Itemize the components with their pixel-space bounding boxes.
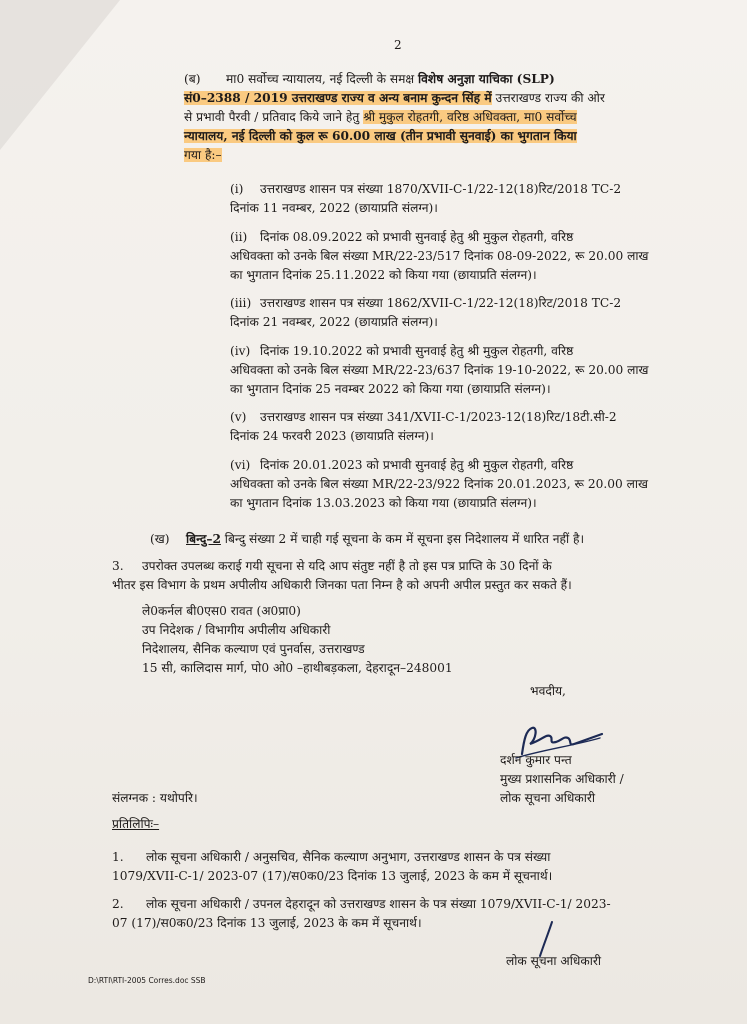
enclosure: संलग्नक : यथोपरि।: [112, 791, 198, 805]
para3-line2: भीतर इस विभाग के प्रथम अपीलीय अधिकारी जिनका पता निम्न है को अपनी अपील प्रस्तुत कर सकते हैं।: [112, 578, 572, 592]
signatory-title: मुख्य प्रशासनिक अधिकारी /: [500, 772, 624, 786]
item-label: (ii): [230, 230, 248, 244]
page-fold-shadow: [0, 0, 120, 150]
section-b-line3: [184, 108, 577, 128]
copy-line: 1079/XVII-C-1/ 2023-07 (17)/स0क0/23 दिनांक 13 जुलाई, 2023 के कम में सूचनार्थ।: [112, 869, 553, 883]
item-line: का भुगतान दिनांक 25 नवम्बर 2022 को किया गया (छायाप्रति संलग्न)।: [230, 382, 551, 396]
item-line: अधिवक्ता को उनके बिल संख्या MR/22-23/637 दिनांक 19-10-2022, रू 20.00 लाख: [230, 363, 649, 377]
address-line: ले0कर्नल बी0एस0 रावत (अ0प्रा0): [142, 604, 301, 618]
section-b-line1: [226, 70, 555, 90]
item-line: उत्तराखण्ड शासन पत्र संख्या 341/XVII-C-1/2023-12(18)रिट/18टी.सी-2: [260, 410, 617, 424]
section-kh-text: [186, 530, 584, 550]
section-kh-bold: बिन्दु–2: [186, 532, 221, 546]
section-b-line1-text: मा0 सर्वोच्च न्यायालय, नई दिल्ली के समक्ष: [226, 72, 418, 86]
para3-label: 3.: [112, 559, 124, 573]
item-line: उत्तराखण्ड शासन पत्र संख्या 1870/XVII-C-1/22-12(18)रिट/2018 TC-2: [260, 182, 622, 196]
item-label: (i): [230, 182, 244, 196]
section-b-line2-rest: उत्तराखण्ड राज्य की ओर: [491, 91, 605, 105]
signatory-name: दर्शन कुमार पन्त: [500, 753, 572, 767]
section-b-line5-highlight: गया है:–: [184, 148, 222, 162]
signatory-title: लोक सूचना अधिकारी: [500, 791, 596, 805]
final-signatory: लोक सूचना अधिकारी: [506, 954, 602, 968]
item-label: (vi): [230, 458, 251, 472]
section-b-line4: [184, 127, 577, 147]
item-line: दिनांक 20.01.2023 को प्रभावी सुनवाई हेतु श्री मुकुल रोहतगी, वरिष्ठ: [260, 458, 574, 472]
item-line: उत्तराखण्ड शासन पत्र संख्या 1862/XVII-C-1/22-12(18)रिट/2018 TC-2: [260, 296, 622, 310]
section-kh-label: (ख): [150, 532, 170, 546]
copy-line: 07 (17)/स0क0/23 दिनांक 13 जुलाई, 2023 के कम में सूचनार्थ।: [112, 916, 422, 930]
section-b-line3-text: से प्रभावी पैरवी / प्रतिवाद किये जाने हेतु: [184, 110, 364, 124]
footer-file-path: D:\RTI\RTI-2005 Corres.doc SSB: [88, 976, 206, 985]
section-b-slp-bold: विशेष अनुज्ञा याचिका (SLP): [418, 72, 555, 86]
section-kh-rest: बिन्दु संख्या 2 में चाही गई सूचना के कम में सूचना इस निदेशालय में धारित नहीं है।: [220, 532, 585, 546]
item-line: दिनांक 24 फरवरी 2023 (छायाप्रति संलग्न)।: [230, 429, 434, 443]
copy-line: लोक सूचना अधिकारी / उपनल देहरादून को उत्तराखण्ड शासन के पत्र संख्या 1079/XVII-C-1/ 2023-: [146, 897, 611, 911]
copy-heading: प्रतिलिपिः–: [112, 817, 160, 831]
item-line: दिनांक 19.10.2022 को प्रभावी सुनवाई हेतु श्री मुकुल रोहतगी, वरिष्ठ: [260, 344, 574, 358]
section-b-case-highlight: सं0–2388 / 2019 उत्तराखण्ड राज्य व अन्य बनाम कुन्दन सिंह में: [184, 91, 492, 105]
address-line: 15 सी, कालिदास मार्ग, पो0 ओ0 –हाथीबड़कला, देहरादून–248001: [142, 661, 453, 675]
item-line: का भुगतान दिनांक 25.11.2022 को किया गया (छायाप्रति संलग्न)।: [230, 268, 537, 282]
section-b-line2: [184, 89, 605, 109]
section-b-label: (ब): [184, 72, 201, 86]
section-b-advocate-highlight: श्री मुकुल रोहतगी, वरिष्ठ अधिवक्ता, मा0 सर्वोच्च: [363, 110, 577, 124]
item-line: अधिवक्ता को उनके बिल संख्या MR/22-23/517 दिनांक 08-09-2022, रू 20.00 लाख: [230, 249, 649, 263]
section-b-line5: [184, 146, 222, 166]
address-line: उप निदेशक / विभागीय अपीलीय अधिकारी: [142, 623, 331, 637]
copy-label: 1.: [112, 850, 124, 864]
item-label: (v): [230, 410, 247, 424]
section-b-amount-highlight: न्यायालय, नई दिल्ली को कुल रू 60.00 लाख (तीन प्रभावी सुनवाई) का भुगतान किया: [184, 129, 577, 143]
item-line: दिनांक 08.09.2022 को प्रभावी सुनवाई हेतु श्री मुकुल रोहतगी, वरिष्ठ: [260, 230, 574, 244]
item-label: (iv): [230, 344, 251, 358]
item-line: अधिवक्ता को उनके बिल संख्या MR/22-23/922 दिनांक 20.01.2023, रू 20.00 लाख: [230, 477, 648, 491]
page-number: 2: [394, 38, 402, 52]
item-line: दिनांक 21 नवम्बर, 2022 (छायाप्रति संलग्न)।: [230, 315, 438, 329]
copy-line: लोक सूचना अधिकारी / अनुसचिव, सैनिक कल्याण अनुभाग, उत्तराखण्ड शासन के पत्र संख्या: [146, 850, 551, 864]
item-line: का भुगतान दिनांक 13.03.2023 को किया गया (छायाप्रति संलग्न)।: [230, 496, 537, 510]
para3-line1: उपरोक्त उपलब्ध कराई गयी सूचना से यदि आप संतुष्ट नहीं है तो इस पत्र प्राप्ति के 30 दिनों के: [142, 559, 552, 573]
item-line: दिनांक 11 नवम्बर, 2022 (छायाप्रति संलग्न)।: [230, 201, 438, 215]
item-label: (iii): [230, 296, 252, 310]
closing: भवदीय,: [530, 684, 566, 698]
address-line: निदेशालय, सैनिक कल्याण एवं पुनर्वास, उत्तराखण्ड: [142, 642, 365, 656]
copy-label: 2.: [112, 897, 124, 911]
